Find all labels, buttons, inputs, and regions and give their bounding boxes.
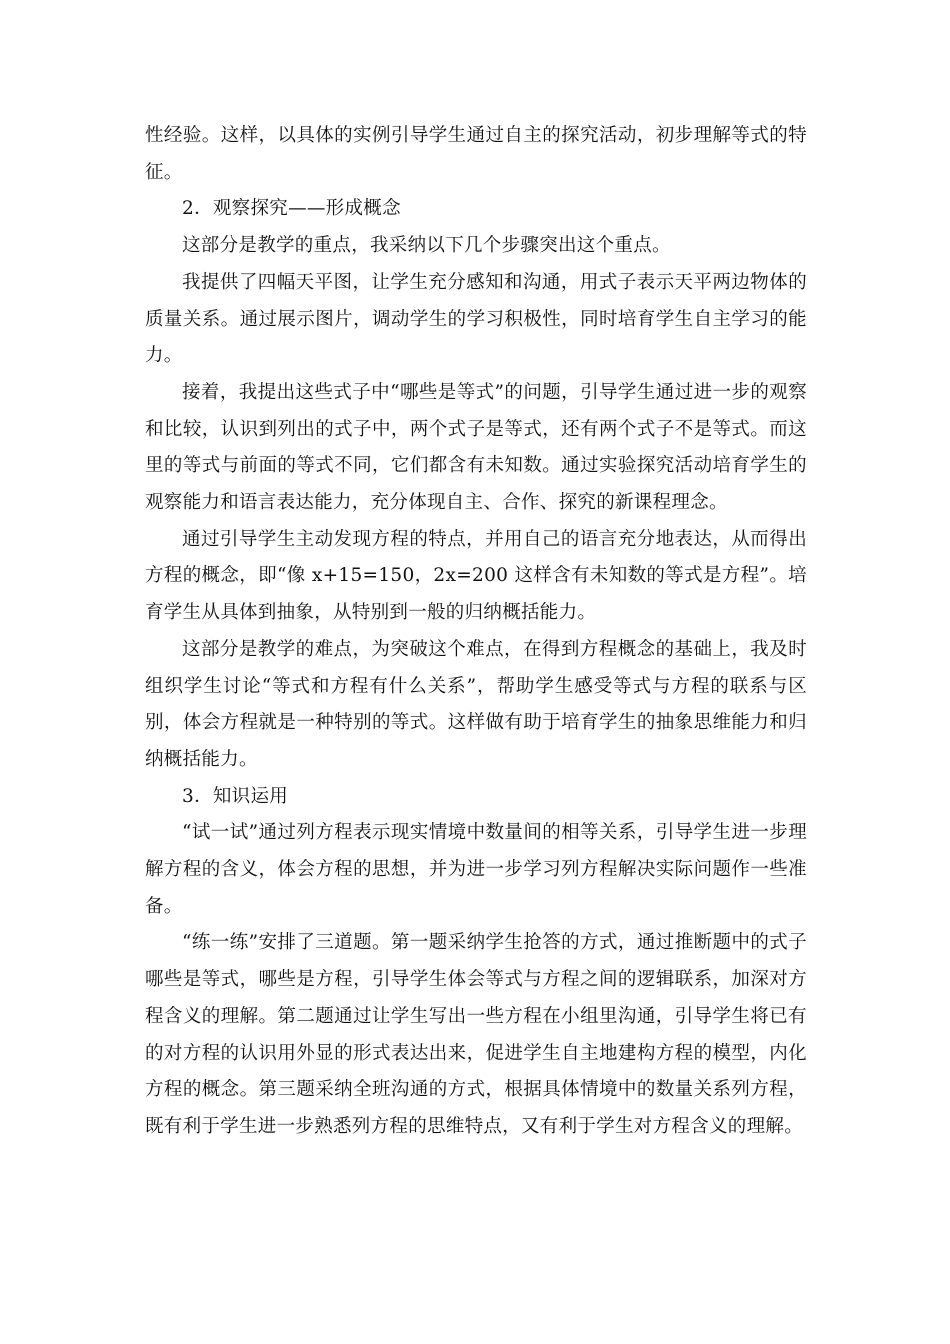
body-paragraph: “练一练”安排了三道题。第一题采纳学生抢答的方式，通过推断题中的式子哪些是等式，哪些是方程，引导学生体会等式与方程之间的逻辑联系，加深对方程含义的理解。第二题通过让学生写出一些方程在小组里沟通，引导学生将已有的对方程的认识用外显的形式表达出来，促进学生自主地建构方程的模型，内化方程的概念。第三题采纳全班沟通的方式，根据具体情境中的数量关系列方程，既有利于学生进一步熟悉列方程的思维特点，又有利于学生对方程含义的理解。 xyxy=(145,932,807,1137)
body-paragraph: 接着，我提出这些式子中“哪些是等式”的问题，引导学生通过进一步的观察和比较，认识到列出的式子中，两个式子是等式，还有两个式子不是等式。而这里的等式与前面的等式不同，它们都含有未知数。通过实验探究活动培育学生的观察能力和语言表达能力，充分体现自主、合作、探究的新课程理念。 xyxy=(145,381,807,514)
section-heading-knowledge-application: 3．知识运用 xyxy=(182,785,289,807)
body-paragraph: 我提供了四幅天平图，让学生充分感知和沟通，用式子表示天平两边物体的质量关系。通过展示图片，调动学生的学习积极性，同时培育学生自主学习的能力。 xyxy=(145,271,807,367)
document-body xyxy=(145,118,807,1146)
continuation-paragraph: 性经验。这样，以具体的实例引导学生通过自主的探究活动，初步理解等式的特征。 xyxy=(145,125,807,183)
body-paragraph: 这部分是教学的难点，为突破这个难点，在得到方程概念的基础上，我及时组织学生讨论“等式和方程有什么关系”，帮助学生感受等式与方程的联系与区别，体会方程就是一种特别的等式。这样做有助于培育学生的抽象思维能力和归纳概括能力。 xyxy=(145,638,807,770)
body-paragraph: “试一试”通过列方程表示现实情境中数量间的相等关系，引导学生进一步理解方程的含义，体会方程的思想，并为进一步学习列方程解决实际问题作一些准备。 xyxy=(145,822,807,917)
body-paragraph: 通过引导学生主动发现方程的特点，并用自己的语言充分地表达，从而得出方程的概念，即“像 x+15=150，2x=200 这样含有未知数的等式是方程”。培育学生从具体到抽象，从特别到一般的归纳概括能力。 xyxy=(145,528,807,624)
body-paragraph: 这部分是教学的重点，我采纳以下几个步骤突出这个重点。 xyxy=(182,235,671,257)
section-heading-observe-explore: 2．观察探究——形成概念 xyxy=(182,198,401,220)
